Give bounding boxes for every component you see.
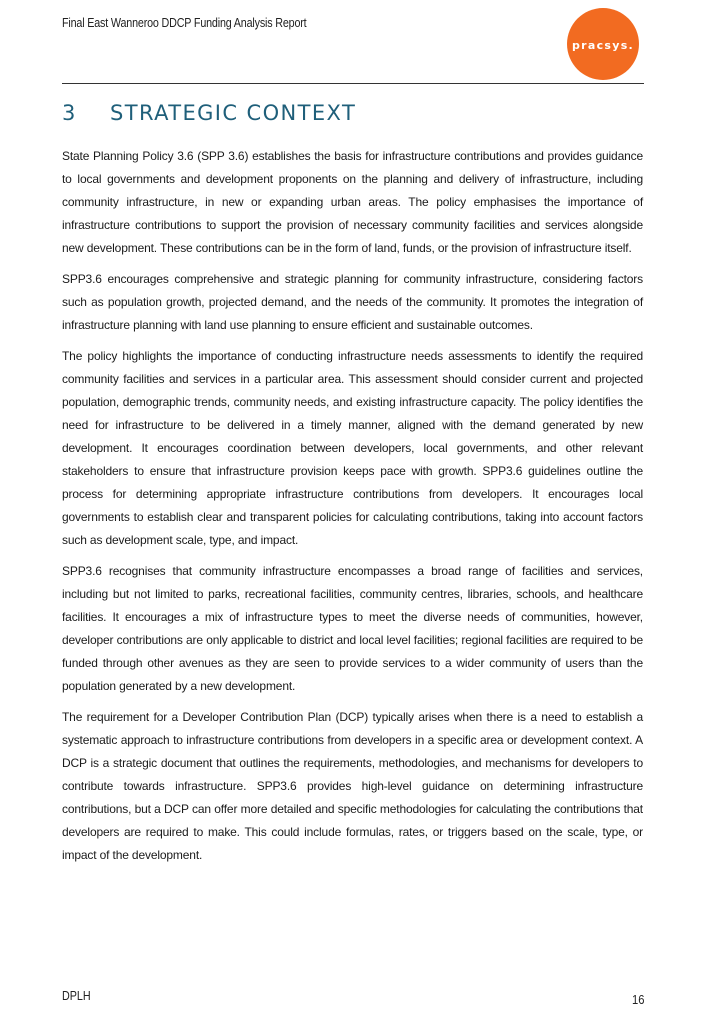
paragraph: The policy highlights the importance of conducting infrastructure needs assessments to identify the required community facilities and services in a particular area. This assessment should consider current and projected population, demographic trends, community needs, and existing infrastructure capacity. The policy identifies the need for infrastructure to be delivered in a timely manner, aligned with the demand generated by new development. It encourages coordination between developers, local governments, and other relevant stakeholders to ensure that infrastructure provision keeps pace with growth. SPP3.6 guidelines outline the process for determining appropriate infrastructure contributions from developers. It encourages local governments to establish clear and transparent policies for calculating contributions, taking into account factors such as development scale, type, and impact. — [62, 349, 643, 547]
paragraph: The requirement for a Developer Contribution Plan (DCP) typically arises when there is a need to establish a systematic approach to infrastructure contributions from developers in a specific area or development context. A DCP is a strategic document that outlines the requirements, methodologies, and mechanisms for developers to contribute towards infrastructure. SPP3.6 provides high-level guidance on determining infrastructure contributions, but a DCP can offer more detailed and specific methodologies for calculating the contributions that developers are required to make. This could include formulas, rates, or triggers based on the scale, type, or impact of the development. — [62, 710, 643, 862]
paragraph: SPP3.6 encourages comprehensive and strategic planning for community infrastructure, considering factors such as population growth, projected demand, and the needs of the community. It promotes the integration of infrastructure planning with land use planning to ensure efficient and sustainable outcomes. — [62, 272, 643, 332]
header-divider — [62, 83, 644, 84]
footer-organisation: DPLH — [62, 989, 91, 1003]
paragraph: State Planning Policy 3.6 (SPP 3.6) establishes the basis for infrastructure contributions and provides guidance to local governments and development proponents on the planning and delivery of infrastructure, including community infrastructure, in new or expanding urban areas. The policy emphasises the importance of infrastructure contributions to support the provision of necessary community facilities and services alongside new development. These contributions can be in the form of land, funds, or the provision of infrastructure itself. — [62, 149, 643, 255]
section-heading — [62, 101, 356, 125]
document-header-title: Final East Wanneroo DDCP Funding Analysis Report — [62, 16, 307, 30]
body-text — [62, 145, 643, 875]
logo-text: pracsys. — [571, 38, 635, 52]
paragraph: SPP3.6 recognises that community infrastructure encompasses a broad range of facilities and services, including but not limited to parks, recreational facilities, community centres, libraries, schools, and healthcare facilities. It encourages a mix of infrastructure types to meet the diverse needs of communities, however, developer contributions are only applicable to district and local level facilities; regional facilities are required to be funded through other avenues as they are seen to provide services to a wider community of users than the population generated by a new development. — [62, 564, 643, 693]
section-title: STRATEGIC CONTEXT — [110, 101, 357, 125]
page-number: 16 — [631, 992, 644, 1007]
section-number: 3 — [62, 101, 77, 125]
pracsys-logo — [567, 8, 639, 80]
